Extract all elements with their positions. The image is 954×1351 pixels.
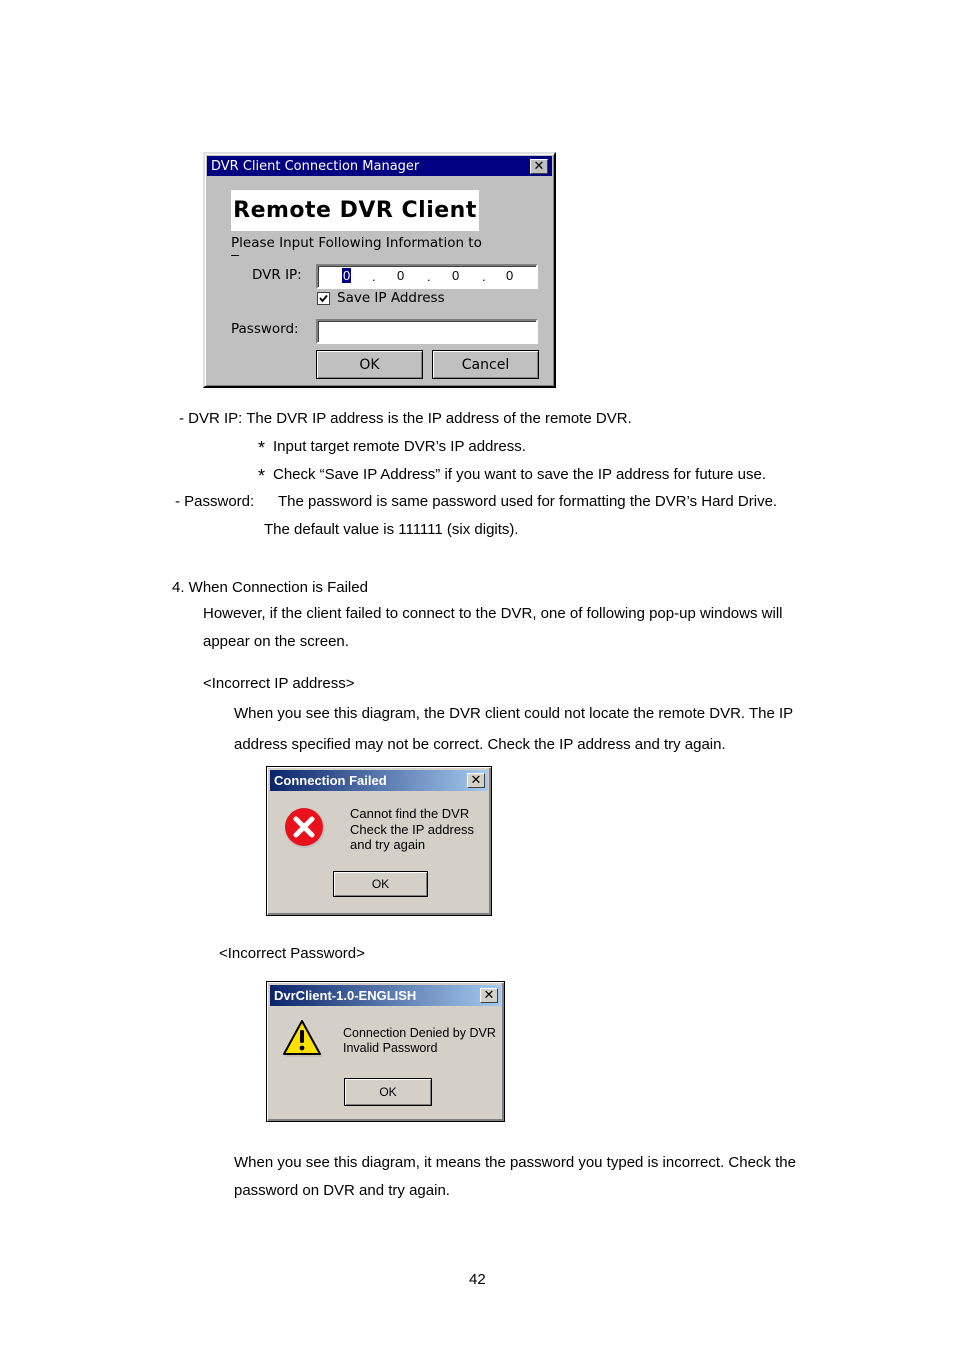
save-ip-label[interactable]: Save IP Address bbox=[337, 290, 445, 306]
section-heading: 4. When Connection is Failed bbox=[172, 579, 368, 596]
bullet-2: Check “Save IP Address” if you want to save the IP address for future use. bbox=[273, 466, 767, 483]
ip-case-title: <Incorrect IP address> bbox=[203, 675, 355, 692]
page-number: 42 bbox=[469, 1271, 486, 1288]
failed-close-icon[interactable]: ✕ bbox=[467, 773, 485, 788]
ip-separator-1: . bbox=[372, 269, 376, 284]
bullet-1: Input target remote DVR’s IP address. bbox=[273, 438, 526, 455]
password-desc-label: - Password: bbox=[175, 493, 255, 510]
dvr-ip-input[interactable] bbox=[316, 264, 538, 289]
instruction-clip-line bbox=[231, 255, 239, 259]
checkmark-icon bbox=[319, 294, 328, 303]
failed-ok-button[interactable]: OK bbox=[333, 871, 428, 897]
ip-case-line-2: address specified may not be correct. Check the IP address and try again. bbox=[234, 736, 726, 753]
warning-icon bbox=[282, 1019, 324, 1059]
password-input[interactable] bbox=[316, 319, 538, 344]
instruction-text: Please Input Following Information to bbox=[231, 235, 482, 251]
dvr-ip-label: DVR IP: bbox=[252, 267, 302, 283]
ip-octet-1[interactable]: 0 bbox=[343, 268, 351, 283]
failed-message-3: and try again bbox=[350, 837, 426, 852]
pw-case-line-1: When you see this diagram, it means the password you typed is incorrect. Check the bbox=[234, 1154, 796, 1171]
failed-title-bar[interactable] bbox=[270, 770, 488, 791]
denied-title-bar[interactable] bbox=[270, 985, 501, 1006]
section-intro-1: However, if the client failed to connect to the DVR, one of following pop-up windows will bbox=[203, 605, 783, 622]
failed-dialog-title: Connection Failed bbox=[274, 773, 387, 788]
ip-octet-3[interactable]: 0 bbox=[452, 268, 460, 283]
close-icon[interactable]: ✕ bbox=[530, 159, 548, 174]
save-ip-checkbox[interactable] bbox=[317, 292, 330, 305]
ok-button[interactable]: OK bbox=[316, 350, 423, 379]
ip-separator-3: . bbox=[482, 269, 486, 284]
denied-message-1: Connection Denied by DVR bbox=[343, 1026, 496, 1040]
password-label: Password: bbox=[231, 321, 299, 337]
denied-ok-button[interactable]: OK bbox=[344, 1078, 432, 1106]
default-value-text: The default value is 111111 (six digits). bbox=[264, 521, 519, 538]
section-intro-2: appear on the screen. bbox=[203, 633, 349, 650]
failed-message-2: Check the IP address bbox=[350, 822, 475, 837]
password-description: The password is same password used for formatting the DVR’s Hard Drive. bbox=[278, 493, 778, 510]
banner-text: Remote DVR Client bbox=[233, 198, 477, 223]
denied-message-2: Invalid Password bbox=[343, 1041, 438, 1055]
connection-denied-dialog bbox=[266, 981, 505, 1122]
pw-case-title: <Incorrect Password> bbox=[219, 945, 365, 962]
banner bbox=[231, 190, 479, 231]
denied-dialog-title: DvrClient-1.0-ENGLISH bbox=[274, 988, 417, 1003]
ip-separator-2: . bbox=[427, 269, 431, 284]
connection-failed-dialog bbox=[266, 766, 492, 916]
pw-case-line-2: password on DVR and try again. bbox=[234, 1182, 450, 1199]
ip-octet-4[interactable]: 0 bbox=[506, 268, 514, 283]
denied-close-icon[interactable]: ✕ bbox=[480, 988, 498, 1003]
title-bar[interactable] bbox=[207, 156, 552, 176]
connection-manager-dialog bbox=[203, 152, 556, 388]
bullet-glyph-2: * bbox=[258, 466, 266, 486]
error-icon bbox=[284, 807, 326, 849]
ip-octet-2[interactable]: 0 bbox=[397, 268, 405, 283]
cancel-button[interactable]: Cancel bbox=[432, 350, 539, 379]
bullet-glyph-1: * bbox=[258, 438, 266, 458]
dvr-ip-description: - DVR IP: The DVR IP address is the IP address of the remote DVR. bbox=[179, 410, 632, 427]
failed-message-1: Cannot find the DVR bbox=[350, 806, 470, 821]
dialog-title: DVR Client Connection Manager bbox=[211, 158, 420, 174]
ip-case-line-1: When you see this diagram, the DVR client could not locate the remote DVR. The IP bbox=[234, 705, 794, 722]
